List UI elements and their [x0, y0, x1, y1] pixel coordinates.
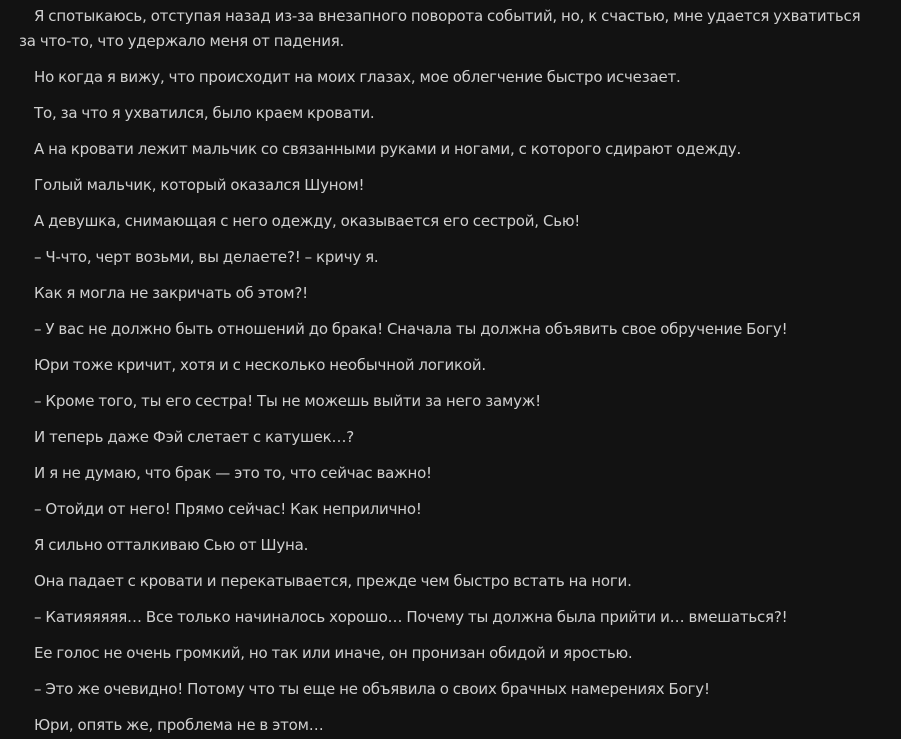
paragraph: Но когда я вижу, что происходит на моих глазах, мое облегчение быстро исчезает.: [34, 68, 681, 86]
paragraph: А на кровати лежит мальчик со связанными руками и ногами, с которого сдирают одежду.: [34, 140, 742, 158]
paragraph: Юри тоже кричит, хотя и с несколько необычной логикой.: [34, 356, 486, 374]
paragraph: Я спотыкаюсь, отступая назад из-за внезапного поворота событий, но, к счастью, мне удается ухватиться за что-то, что удержало меня от падения.: [19, 7, 861, 50]
paragraph: И я не думаю, что брак — это то, что сейчас важно!: [34, 464, 432, 482]
paragraph: – Катияяяяя… Все только начиналось хорошо… Почему ты должна была прийти и… вмешаться?!: [34, 608, 788, 626]
paragraph: – У вас не должно быть отношений до брака! Сначала ты должна объявить свое обручение Богу!: [34, 320, 788, 338]
paragraph: – Ч-что, черт возьми, вы делаете?! – кричу я.: [34, 248, 379, 266]
paragraph: Ее голос не очень громкий, но так или иначе, он пронизан обидой и яростью.: [34, 644, 633, 662]
paragraph: – Кроме того, ты его сестра! Ты не можешь выйти за него замуж!: [34, 392, 541, 410]
paragraph: – Это же очевидно! Потому что ты еще не объявила о своих брачных намерениях Богу!: [34, 680, 710, 698]
paragraph: А девушка, снимающая с него одежду, оказывается его сестрой, Сью!: [34, 212, 581, 230]
paragraph: Голый мальчик, который оказался Шуном!: [34, 176, 365, 194]
paragraph: Она падает с кровати и перекатывается, прежде чем быстро встать на ноги.: [34, 572, 632, 590]
paragraph: – Отойди от него! Прямо сейчас! Как неприлично!: [34, 500, 422, 518]
paragraph: И теперь даже Фэй слетает с катушек…?: [34, 428, 355, 446]
paragraph: Как я могла не закричать об этом?!: [34, 284, 308, 302]
paragraph: Юри, опять же, проблема не в этом…: [34, 716, 324, 734]
paragraph: Я сильно отталкиваю Сью от Шуна.: [34, 536, 309, 554]
paragraph: То, за что я ухватился, было краем кровати.: [34, 104, 375, 122]
